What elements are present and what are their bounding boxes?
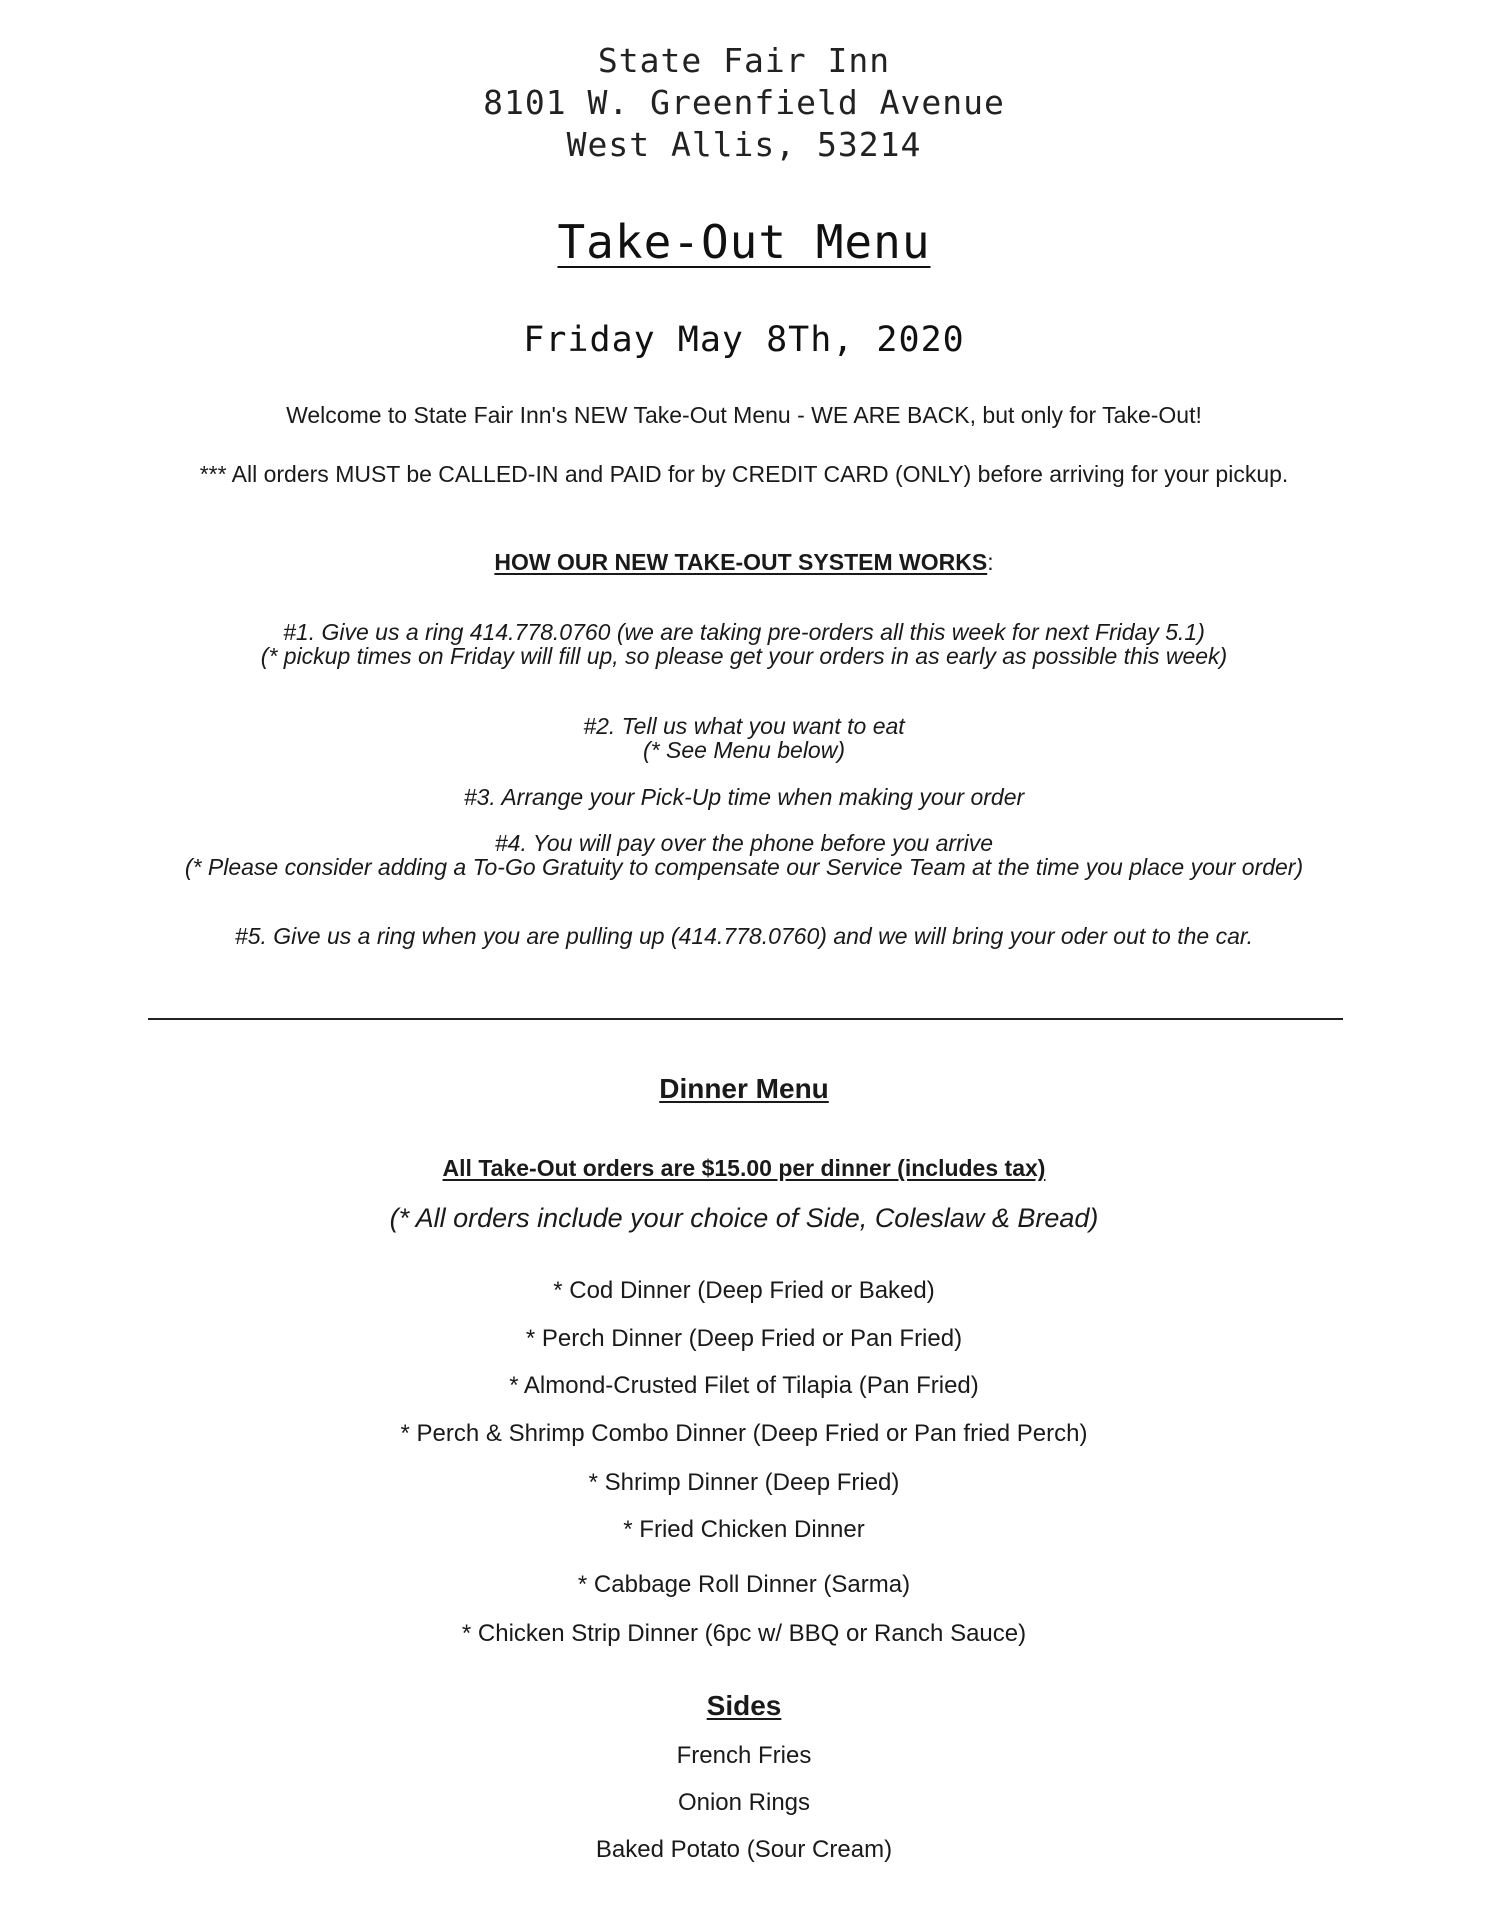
dinner-item: * Perch Dinner (Deep Fried or Pan Fried) bbox=[525, 1325, 963, 1352]
dinner-item: * Almond-Crusted Filet of Tilapia (Pan Fried) bbox=[509, 1372, 979, 1399]
dinner-item: * Cabbage Roll Dinner (Sarma) bbox=[577, 1571, 911, 1598]
dinner-item: * Shrimp Dinner (Deep Fried) bbox=[588, 1469, 900, 1496]
menu-date: Friday May 8Th, 2020 bbox=[523, 320, 965, 360]
dinner-menu-heading-text: Dinner Menu bbox=[659, 1073, 829, 1104]
side-item: Onion Rings bbox=[677, 1789, 811, 1816]
menu-title: Take-Out Menu bbox=[557, 215, 931, 269]
section-divider bbox=[148, 1018, 1343, 1020]
how-it-works-colon: : bbox=[987, 549, 994, 575]
price-note-text: All Take-Out orders are $15.00 per dinner (includes tax) bbox=[442, 1155, 1046, 1181]
order-notice: *** All orders MUST be CALLED-IN and PAID for by CREDIT CARD (ONLY) before arriving for your pickup. bbox=[199, 461, 1289, 487]
step-1-line-2: (* pickup times on Friday will fill up, so please get your orders in as early as possible this week) bbox=[260, 643, 1228, 669]
step-4-line-1: #4. You will pay over the phone before you arrive bbox=[494, 830, 994, 856]
how-it-works-heading-text: HOW OUR NEW TAKE-OUT SYSTEM WORKS bbox=[494, 549, 988, 575]
how-it-works-heading bbox=[0, 549, 1488, 576]
restaurant-name: State Fair Inn bbox=[597, 41, 891, 80]
city-zip: West Allis, 53214 bbox=[566, 125, 922, 164]
sides-heading bbox=[0, 1690, 1488, 1722]
dinner-item: * Chicken Strip Dinner (6pc w/ BBQ or Ranch Sauce) bbox=[461, 1620, 1027, 1647]
step-3-line-1: #3. Arrange your Pick-Up time when making your order bbox=[463, 784, 1025, 810]
step-1-line-1: #1. Give us a ring 414.778.0760 (we are taking pre-orders all this week for next Friday 5.1) bbox=[283, 619, 1205, 645]
side-item: Baked Potato (Sour Cream) bbox=[595, 1836, 893, 1863]
street-address: 8101 W. Greenfield Avenue bbox=[483, 83, 1005, 122]
step-4-line-2: (* Please consider adding a To-Go Gratuity to compensate our Service Team at the time you place your order) bbox=[184, 854, 1304, 880]
welcome-text: Welcome to State Fair Inn's NEW Take-Out Menu - WE ARE BACK, but only for Take-Out! bbox=[286, 402, 1202, 428]
price-note bbox=[0, 1155, 1488, 1182]
dinner-menu-heading bbox=[0, 1073, 1488, 1105]
sides-heading-text: Sides bbox=[706, 1690, 782, 1721]
dinner-item: * Perch & Shrimp Combo Dinner (Deep Fried or Pan fried Perch) bbox=[400, 1420, 1088, 1447]
dinner-item: * Fried Chicken Dinner bbox=[623, 1516, 865, 1543]
dinner-item: * Cod Dinner (Deep Fried or Baked) bbox=[553, 1277, 935, 1304]
step-5-line-1: #5. Give us a ring when you are pulling up (414.778.0760) and we will bring your oder out to the car. bbox=[234, 923, 1254, 949]
step-2-line-2: (* See Menu below) bbox=[643, 737, 845, 763]
choice-note: (* All orders include your choice of Side, Coleslaw & Bread) bbox=[389, 1203, 1099, 1233]
side-item: French Fries bbox=[676, 1742, 812, 1769]
step-2-line-1: #2. Tell us what you want to eat bbox=[583, 713, 905, 739]
